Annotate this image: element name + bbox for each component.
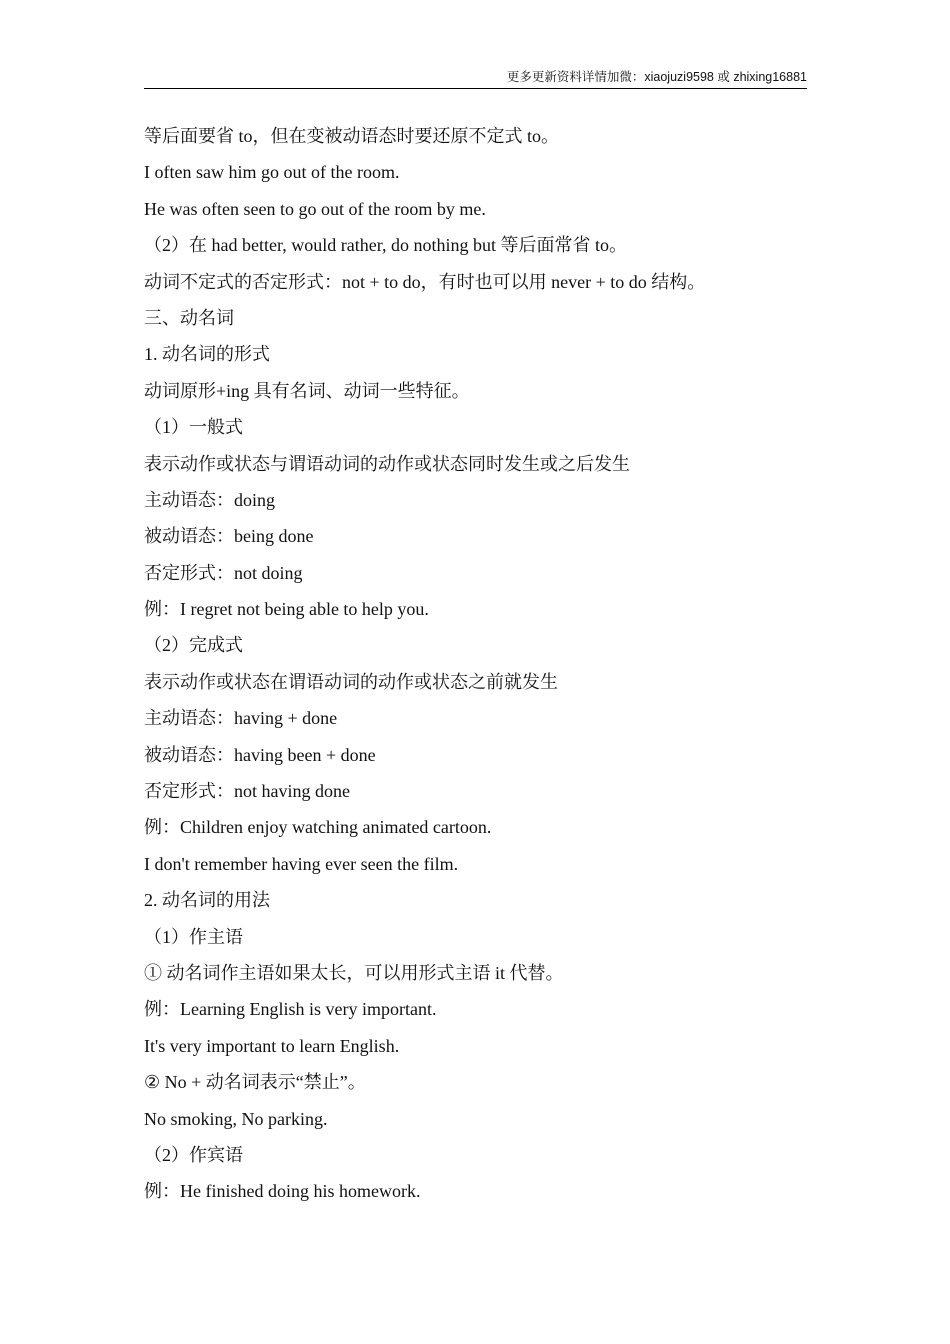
text-line: 等后面要省 to，但在变被动语态时要还原不定式 to。 [144, 126, 559, 146]
text-line: 被动语态：being done [144, 526, 314, 547]
example-line: 例：I regret not being able to help you. [144, 599, 429, 620]
text-line: 否定形式：not doing [144, 562, 303, 583]
text-line: 否定形式：not having done [144, 781, 350, 802]
section-heading: 三、动名词 [144, 307, 234, 328]
text-line: ① 动名词作主语如果太长，可以用形式主语 it 代替。 [144, 962, 564, 983]
subsection-heading: 1. 动名词的形式 [144, 344, 270, 365]
example-line: No smoking, No parking. [144, 1108, 328, 1129]
text-line: 主动语态：having + done [144, 708, 338, 729]
header-text: 更多更新资料详情加微：xiaojuzi9598 或 zhixing16881 [506, 70, 807, 84]
text-line: I often saw him go out of the room. [144, 162, 400, 183]
text-line: 动词不定式的否定形式：not + to do，有时也可以用 never + to do 结构。 [144, 271, 706, 292]
text-line: 表示动作或状态在谓语动词的动作或状态之前就发生 [144, 671, 558, 692]
page-header [144, 66, 807, 89]
example-line: It's very important to learn English. [144, 1035, 400, 1056]
text-line: ② No + 动名词表示“禁止”。 [144, 1072, 366, 1093]
item-heading: （2）完成式 [144, 635, 243, 656]
text-line: 表示动作或状态与谓语动词的动作或状态同时发生或之后发生 [144, 453, 630, 474]
text-line: 主动语态：doing [144, 489, 276, 510]
item-heading: （2）作宾语 [144, 1144, 243, 1165]
example-line: 例：Learning English is very important. [144, 999, 437, 1020]
example-line: 例：He finished doing his homework. [144, 1181, 421, 1202]
subsection-heading: 2. 动名词的用法 [144, 890, 270, 911]
example-line: I don't remember having ever seen the film. [144, 853, 459, 874]
text-line: 动词原形+ing 具有名词、动词一些特征。 [144, 380, 470, 401]
example-line: 例：Children enjoy watching animated cartoon. [144, 817, 492, 838]
item-heading: （1）一般式 [144, 417, 243, 438]
text-line: （2）在 had better, would rather, do nothing but 等后面常省 to。 [144, 235, 627, 256]
document-body [144, 118, 807, 1210]
text-line: 被动语态：having been + done [144, 744, 376, 765]
item-heading: （1）作主语 [144, 926, 243, 947]
text-line: He was often seen to go out of the room by me. [144, 198, 486, 219]
